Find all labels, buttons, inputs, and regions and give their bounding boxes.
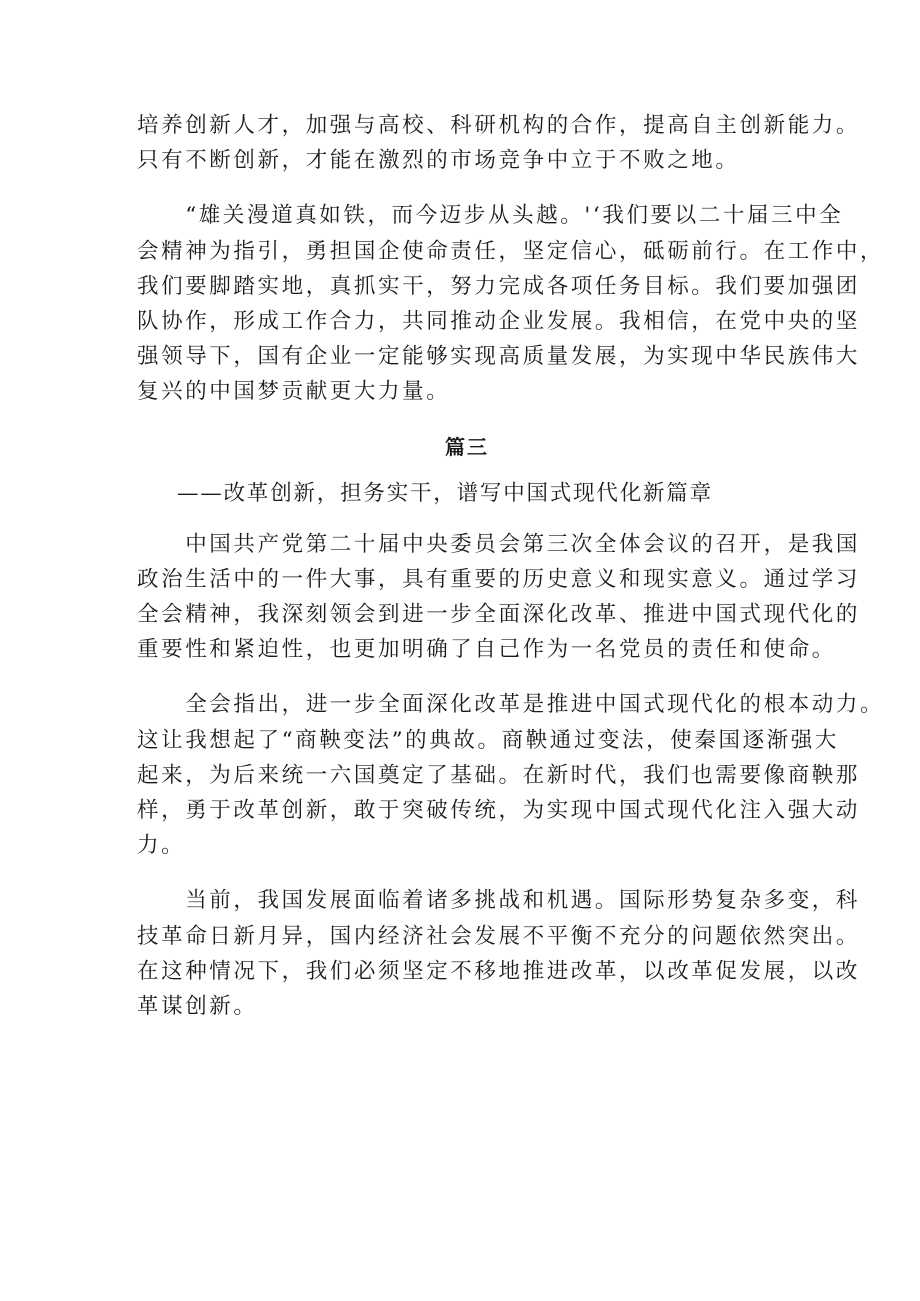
text-line: 队协作，形成工作合力，共同推动企业发展。我相信，在党中央的坚 [137,309,861,335]
paragraph-1 [137,108,861,178]
paragraph-4 [137,687,885,863]
document-page [137,108,885,1044]
text-line: 力。 [137,833,186,859]
text-line: 全会指出，进一步全面深化改革是推进中国式现代化的根本动力。 [137,692,885,718]
text-line: 中国共产党第二十届中央委员会第三次全体会议的召开，是我国 [137,531,861,557]
text-line: 只有不断创新，才能在激烈的市场竞争中立于不败之地。 [137,148,740,174]
text-line: 这让我想起了“商鞅变法”的典故。商鞅通过变法，使秦国逐渐强大 [137,727,839,753]
text-line: 我们要脚踏实地，真抓实干，努力完成各项任务目标。我们要加强团 [137,273,861,299]
text-line: 样，勇于改革创新，敢于突破传统，为实现中国式现代化注入强大动 [137,798,861,824]
text-line: 培养创新人才，加强与高校、科研机构的合作，提高自主创新能力。 [137,113,861,138]
paragraph-3 [137,527,861,668]
text-line: 当前，我国发展面临着诸多挑战和机遇。国际形势复杂多变，科 [137,888,861,914]
paragraph-5 [137,883,861,1024]
section-heading: 篇三 [445,434,489,459]
text-line: 技革命日新月异，国内经济社会发展不平衡不充分的问题依然突出。 [137,923,861,949]
text-line: 重要性和紧迫性，也更加明确了自己作为一名党员的责任和使命。 [137,637,836,663]
text-line: 复兴的中国梦贡献更大力量。 [137,379,451,405]
section-subtitle: ——改革创新，担务实干，谱写中国式现代化新篇章 [177,480,713,506]
text-line: 政治生活中的一件大事，具有重要的历史意义和现实意义。通过学习 [137,566,861,592]
text-line: 会精神为指引，勇担国企使命责任，坚定信心，砥砺前行。在工作中， [137,238,885,264]
text-line: 在这种情况下，我们必须坚定不移地推进改革，以改革促发展，以改 [137,958,861,984]
paragraph-2 [137,198,885,409]
text-line: 起来，为后来统一六国奠定了基础。在新时代，我们也需要像商鞅那 [137,762,861,788]
text-line: “雄关漫道真如铁，而今迈步从头越。'‘我们要以二十届三中全 [137,203,844,229]
text-line: 强领导下，国有企业一定能够实现高质量发展，为实现中华民族伟大 [137,344,861,370]
text-line: 全会精神，我深刻领会到进一步全面深化改革、推进中国式现代化的 [137,602,861,628]
text-line: 革谋创新。 [137,994,258,1020]
